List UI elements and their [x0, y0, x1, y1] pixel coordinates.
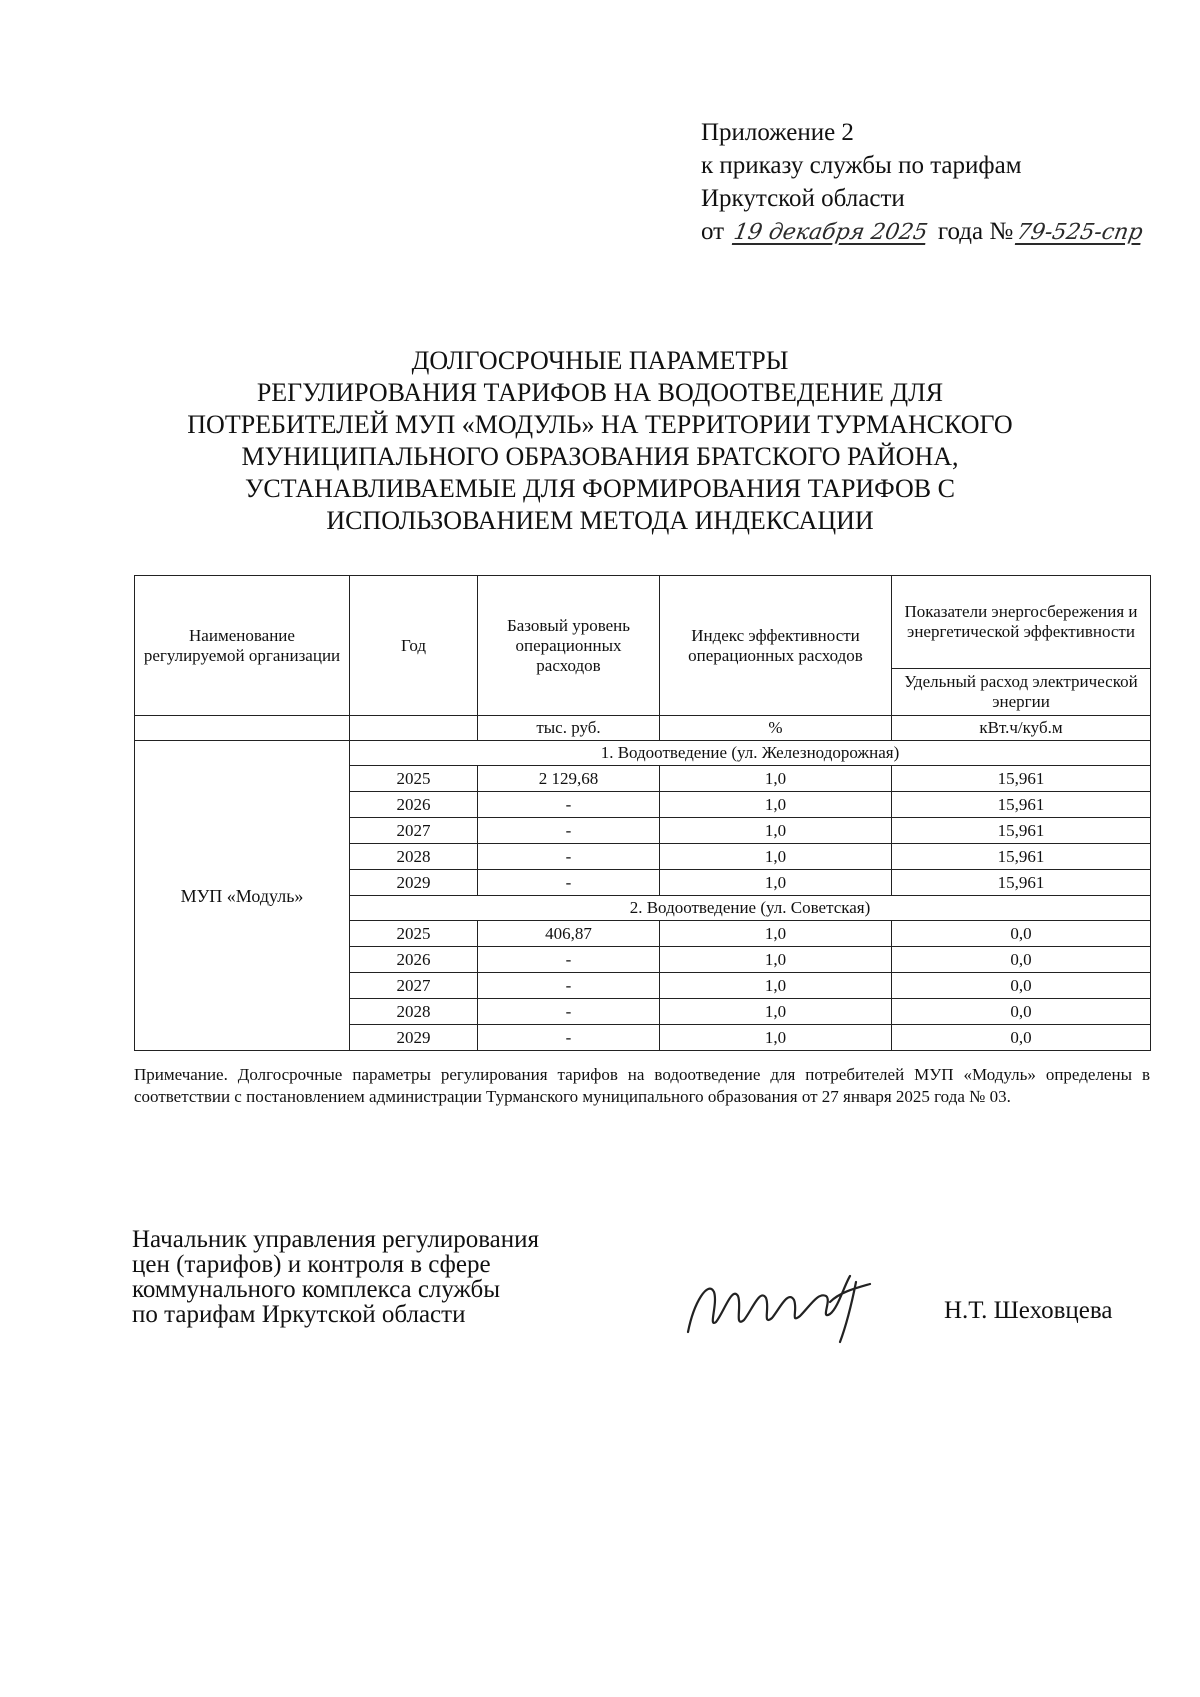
- cell-energy: 0,0: [892, 1025, 1151, 1051]
- header-energy-sub: Удельный расход электрической энергии: [892, 669, 1151, 716]
- cell-index: 1,0: [660, 844, 892, 870]
- date-prefix: от: [701, 218, 725, 245]
- tariff-parameters-table: [134, 575, 1151, 1051]
- cell-year: 2027: [350, 818, 478, 844]
- cell-year: 2026: [350, 792, 478, 818]
- cell-energy: 15,961: [892, 792, 1151, 818]
- signer-name: Н.Т. Шеховцева: [944, 1297, 1113, 1324]
- header-base-level: Базовый уровень операционных расходов: [478, 576, 660, 716]
- appendix-line-2: к приказу службы по тарифам: [701, 152, 1022, 179]
- title-line-1: ДОЛГОСРОЧНЫЕ ПАРАМЕТРЫ: [411, 346, 789, 375]
- cell-index: 1,0: [660, 818, 892, 844]
- header-row: [135, 576, 1151, 669]
- appendix-date-line: [701, 215, 1147, 249]
- header-org: Наименование регулируемой организации: [135, 576, 350, 716]
- cell-year: 2028: [350, 844, 478, 870]
- handwritten-signature: [680, 1262, 890, 1347]
- cell-index: 1,0: [660, 947, 892, 973]
- cell-base: -: [478, 1025, 660, 1051]
- header-efficiency-index: Индекс эффективности операционных расходов: [660, 576, 892, 716]
- unit-empty-year: [350, 716, 478, 741]
- cell-index: 1,0: [660, 1025, 892, 1051]
- cell-year: 2026: [350, 947, 478, 973]
- title-line-5: УСТАНАВЛИВАЕМЫЕ ДЛЯ ФОРМИРОВАНИЯ ТАРИФОВ С: [244, 474, 955, 503]
- cell-index: 1,0: [660, 792, 892, 818]
- appendix-header: [701, 116, 1147, 249]
- cell-base: 2 129,68: [478, 766, 660, 792]
- header-year: Год: [350, 576, 478, 716]
- cell-year: 2028: [350, 999, 478, 1025]
- cell-base: -: [478, 818, 660, 844]
- section-title: 1. Водоотведение (ул. Железнодорожная): [350, 741, 1151, 766]
- title-line-3: ПОТРЕБИТЕЛЕЙ МУП «МОДУЛЬ» НА ТЕРРИТОРИИ ТУРМАНСКОГО: [187, 410, 1013, 439]
- appendix-line-1: Приложение 2: [701, 119, 854, 146]
- cell-base: -: [478, 973, 660, 999]
- organization-cell: МУП «Модуль»: [135, 741, 350, 1051]
- document-title: [150, 345, 1050, 537]
- handwritten-order-number: 79-525-спр: [1015, 220, 1145, 245]
- cell-energy: 0,0: [892, 999, 1151, 1025]
- unit-empty: [135, 716, 350, 741]
- appendix-line-3: Иркутской области: [701, 185, 905, 212]
- cell-year: 2029: [350, 1025, 478, 1051]
- units-row: [135, 716, 1151, 741]
- cell-base: -: [478, 999, 660, 1025]
- handwritten-date: 19 декабря 2025: [732, 220, 930, 245]
- cell-index: 1,0: [660, 973, 892, 999]
- unit-energy: кВт.ч/куб.м: [892, 716, 1151, 741]
- cell-energy: 0,0: [892, 947, 1151, 973]
- cell-index: 1,0: [660, 766, 892, 792]
- title-line-6: ИСПОЛЬЗОВАНИЕМ МЕТОДА ИНДЕКСАЦИИ: [326, 506, 874, 535]
- cell-energy: 0,0: [892, 921, 1151, 947]
- cell-index: 1,0: [660, 870, 892, 896]
- cell-energy: 15,961: [892, 766, 1151, 792]
- cell-base: -: [478, 947, 660, 973]
- signatory-position: [132, 1227, 539, 1327]
- position-line-4: по тарифам Иркутской области: [132, 1301, 466, 1328]
- cell-index: 1,0: [660, 921, 892, 947]
- cell-energy: 15,961: [892, 870, 1151, 896]
- title-line-4: МУНИЦИПАЛЬНОГО ОБРАЗОВАНИЯ БРАТСКОГО РАЙОНА,: [241, 442, 959, 471]
- cell-energy: 15,961: [892, 844, 1151, 870]
- unit-index: %: [660, 716, 892, 741]
- cell-year: 2025: [350, 766, 478, 792]
- cell-year: 2029: [350, 870, 478, 896]
- header-energy-group: Показатели энергосбережения и энергетической эффективности: [892, 576, 1151, 669]
- title-line-2: РЕГУЛИРОВАНИЯ ТАРИФОВ НА ВОДООТВЕДЕНИЕ ДЛЯ: [256, 378, 944, 407]
- cell-base: 406,87: [478, 921, 660, 947]
- unit-base: тыс. руб.: [478, 716, 660, 741]
- section-title: 2. Водоотведение (ул. Советская): [350, 896, 1151, 921]
- table-note: Примечание. Долгосрочные параметры регулирования тарифов на водоотведение для потребителей МУП «Модуль» определены в соответствии с постановлением администрации Турманского муниципального образования от 27 января 2025 года № 03.: [134, 1065, 1150, 1106]
- cell-base: -: [478, 792, 660, 818]
- cell-energy: 15,961: [892, 818, 1151, 844]
- cell-index: 1,0: [660, 999, 892, 1025]
- cell-base: -: [478, 870, 660, 896]
- cell-base: -: [478, 844, 660, 870]
- position-line-3: коммунального комплекса службы: [132, 1276, 501, 1303]
- date-middle: года №: [937, 218, 1014, 245]
- position-line-1: Начальник управления регулирования: [132, 1226, 540, 1253]
- cell-year: 2027: [350, 973, 478, 999]
- cell-energy: 0,0: [892, 973, 1151, 999]
- cell-year: 2025: [350, 921, 478, 947]
- section-row: [135, 741, 1151, 766]
- position-line-2: цен (тарифов) и контроля в сфере: [132, 1251, 491, 1278]
